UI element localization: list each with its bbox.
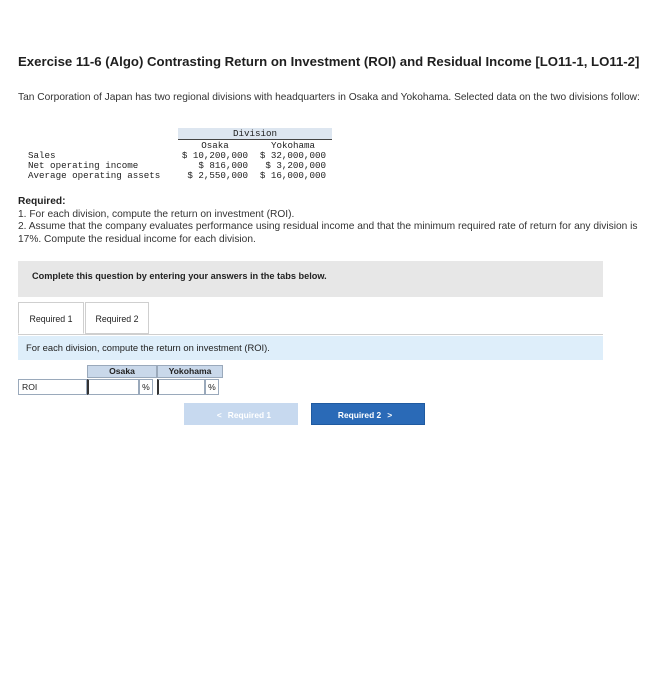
- tab-required-2[interactable]: Required 2: [85, 302, 149, 334]
- row-label-average-operating-assets: Average operating assets: [28, 170, 161, 181]
- previous-required-button[interactable]: [184, 403, 298, 425]
- required-section: [18, 196, 658, 246]
- required-item-2: 2. Assume that the company evaluates performance using residual income and that the minimum required rate of return for any division is 17%. Compute the residual income for each division.: [18, 221, 638, 245]
- cell-noi-osaka: $ 816,000: [198, 160, 248, 171]
- row-label-sales: Sales: [28, 150, 56, 161]
- cell-noi-yokohama: $ 3,200,000: [265, 160, 326, 171]
- next-button-label: Required 2: [337, 410, 382, 420]
- cell-sales-osaka: $ 10,200,000: [181, 150, 248, 161]
- chevron-left-icon: <: [216, 410, 222, 420]
- tab-divider: [18, 334, 603, 335]
- chevron-right-icon: >: [387, 410, 393, 420]
- division-group-header: Division: [178, 128, 332, 140]
- column-header-yokohama: Yokohama: [270, 140, 316, 151]
- roi-osaka-input[interactable]: [87, 379, 139, 395]
- intro-text: Tan Corporation of Japan has two regional divisions with headquarters in Osaka and Yokohama. Selected data on the two divisions follow:: [18, 92, 640, 103]
- cell-assets-yokohama: $ 16,000,000: [259, 170, 326, 181]
- cell-sales-yokohama: $ 32,000,000: [259, 150, 326, 161]
- previous-button-label: Required 1: [227, 410, 272, 420]
- tab-instruction: For each division, compute the return on investment (ROI).: [18, 336, 603, 360]
- column-header-osaka: Osaka: [201, 140, 229, 151]
- page-title: Exercise 11-6 (Algo) Contrasting Return on Investment (ROI) and Residual Income [LO11-1, LO11-2]: [18, 54, 640, 69]
- next-required-button[interactable]: [311, 403, 425, 425]
- roi-osaka-percent-unit: %: [139, 379, 153, 395]
- roi-header-osaka: Osaka: [87, 365, 157, 378]
- required-heading: Required:: [18, 196, 66, 207]
- tab-required-1[interactable]: Required 1: [18, 302, 84, 334]
- row-label-net-operating-income: Net operating income: [28, 160, 139, 171]
- roi-yokohama-input[interactable]: [157, 379, 205, 395]
- roi-header-yokohama: Yokohama: [157, 365, 223, 378]
- cell-assets-osaka: $ 2,550,000: [187, 170, 248, 181]
- roi-row-label: ROI: [18, 379, 87, 395]
- complete-question-banner: Complete this question by entering your answers in the tabs below.: [18, 261, 603, 297]
- roi-yokohama-percent-unit: %: [205, 379, 219, 395]
- required-item-1: 1. For each division, compute the return on investment (ROI).: [18, 208, 295, 220]
